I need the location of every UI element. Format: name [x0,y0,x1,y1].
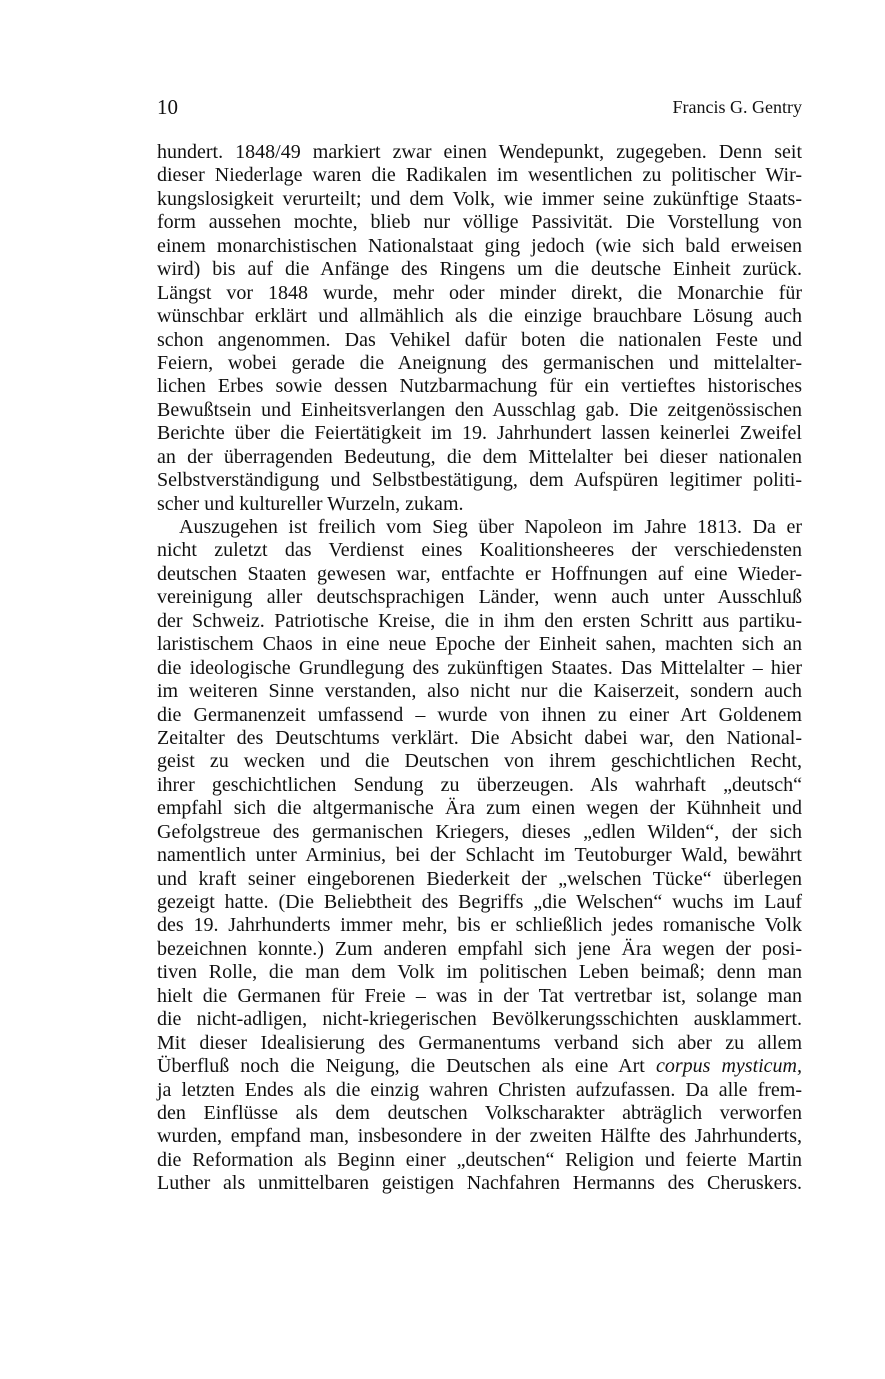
running-head [157,92,802,122]
text-line: kungslosigkeit verurteilt; und dem Volk, wie immer seine zukünftige Staats- [157,187,802,210]
text-line: die nicht-adligen, nicht-kriegerischen Bevölkerungsschichten ausklammert. [157,1008,802,1031]
text-line: hielt die Germanen für Freie – was in der Tat vertretbar ist, solange man [157,984,802,1007]
text-line: der Schweiz. Patriotische Kreise, die in ihm den ersten Schritt aus partiku- [157,609,802,632]
text-line: wünschbar erklärt und allmählich als die einzige brauchbare Lösung auch [157,305,802,328]
text-line: Mit dieser Idealisierung des Germanentums verband sich aber zu allem [157,1031,802,1054]
text-line-with-italic [157,1055,802,1078]
text-line: Selbstverständigung und Selbstbestätigung, dem Aufspüren legitimer politi- [157,469,802,492]
text-line: wird) bis auf die Anfänge des Ringens um die deutsche Einheit zurück. [157,258,802,281]
body-text [157,141,802,1196]
italic-term: corpus mysticum, [655,1055,803,1078]
text-line: einem monarchistischen Nationalstaat ging jedoch (wie sich bald erweisen [157,234,802,257]
text-line: namentlich unter Arminius, bei der Schlacht im Teutoburger Wald, bewährt [157,844,802,867]
text-line: ja letzten Endes als die einzig wahren Christen aufzufassen. Da alle frem- [157,1078,802,1101]
text-line: schon angenommen. Das Vehikel dafür boten die nationalen Feste und [157,328,802,351]
text-line: den Einflüsse als dem deutschen Volkscharakter abträglich verworfen [157,1101,802,1124]
text-line-segment: Überfluß noch die Neigung, die Deutschen als eine Art [157,1055,645,1078]
text-line: Gefolgstreue des germanischen Kriegers, dieses „edlen Wilden“, der sich [157,820,802,843]
text-line: Feiern, wobei gerade die Aneignung des germanischen und mittelalter- [157,351,802,374]
text-line: ihrer geschichtlichen Sendung zu überzeugen. Als wahrhaft „deutsch“ [157,773,802,796]
text-line: vereinigung aller deutschsprachigen Länder, wenn auch unter Ausschluß [157,586,802,609]
text-line: deutschen Staaten gewesen war, entfachte er Hoffnungen auf eine Wieder- [157,562,802,585]
text-line: an der überragenden Bedeutung, die dem Mittelalter bei dieser nationalen [157,445,802,468]
text-line: geist zu wecken und die Deutschen von ihrem geschichtlichen Recht, [157,750,802,773]
text-line: Längst vor 1848 wurde, mehr oder minder direkt, die Monarchie für [157,281,802,304]
text-line: Auszugehen ist freilich vom Sieg über Napoleon im Jahre 1813. Da er [179,516,802,538]
text-line: des 19. Jahrhunderts immer mehr, bis er schließlich jedes romanische Volk [157,914,802,937]
page-number: 10 [157,95,178,119]
text-line: dieser Niederlage waren die Radikalen im wesentlichen zu politischer Wir- [157,164,802,187]
text-line: die ideologische Grundlegung des zukünftigen Staates. Das Mittelalter – hier [157,656,802,679]
text-line: laristischem Chaos in eine neue Epoche der Einheit sahen, machten sich an [157,633,802,656]
text-line: empfahl sich die altgermanische Ära zum einen wegen der Kühnheit und [157,797,802,820]
text-line: gezeigt hatte. (Die Beliebtheit des Begriffs „die Welschen“ wuchs im Lauf [157,891,802,913]
text-line: die Reformation als Beginn einer „deutschen“ Religion und feierte Martin [157,1148,802,1171]
paragraph-1 [157,141,802,516]
paragraph-2 [157,516,802,1196]
text-line: scher und kultureller Wurzeln, zukam. [157,492,464,515]
text-line: Bewußtsein und Einheitsverlangen den Ausschlag gab. Die zeitgenössischen [157,398,802,421]
text-line: nicht zuletzt das Verdienst eines Koalitionsheeres der verschiedensten [157,539,802,562]
text-line: und kraft seiner eingeborenen Biederkeit der „welschen Tücke“ überlegen [157,867,802,890]
running-head-author: Francis G. Gentry [672,97,802,117]
text-line: Zeitalter des Deutschtums verklärt. Die Absicht dabei war, den National- [157,726,802,749]
text-line: wurden, empfand man, insbesondere in der zweiten Hälfte des Jahrhunderts, [157,1125,802,1148]
text-line: Luther als unmittelbaren geistigen Nachfahren Hermanns des Cheruskers. [157,1172,802,1195]
text-line: die Germanenzeit umfassend – wurde von ihnen zu einer Art Goldenem [157,703,802,726]
text-line: Berichte über die Feiertätigkeit im 19. Jahrhundert lassen keinerlei Zweifel [157,422,802,445]
text-line: lichen Erbes sowie dessen Nutzbarmachung für ein vertieftes historisches [157,375,802,398]
text-line: bezeichnen konnte.) Zum anderen empfahl sich jene Ära wegen der posi- [157,937,802,960]
text-line: hundert. 1848/49 markiert zwar einen Wendepunkt, zugegeben. Denn seit [157,141,802,163]
text-line: tiven Rolle, die man dem Volk im politischen Leben beimaß; denn man [157,961,802,984]
text-line: im weiteren Sinne verstanden, also nicht nur die Kaiserzeit, sondern auch [157,680,802,703]
text-line: form aussehen mochte, blieb nur völlige Passivität. Die Vorstellung von [157,211,802,234]
